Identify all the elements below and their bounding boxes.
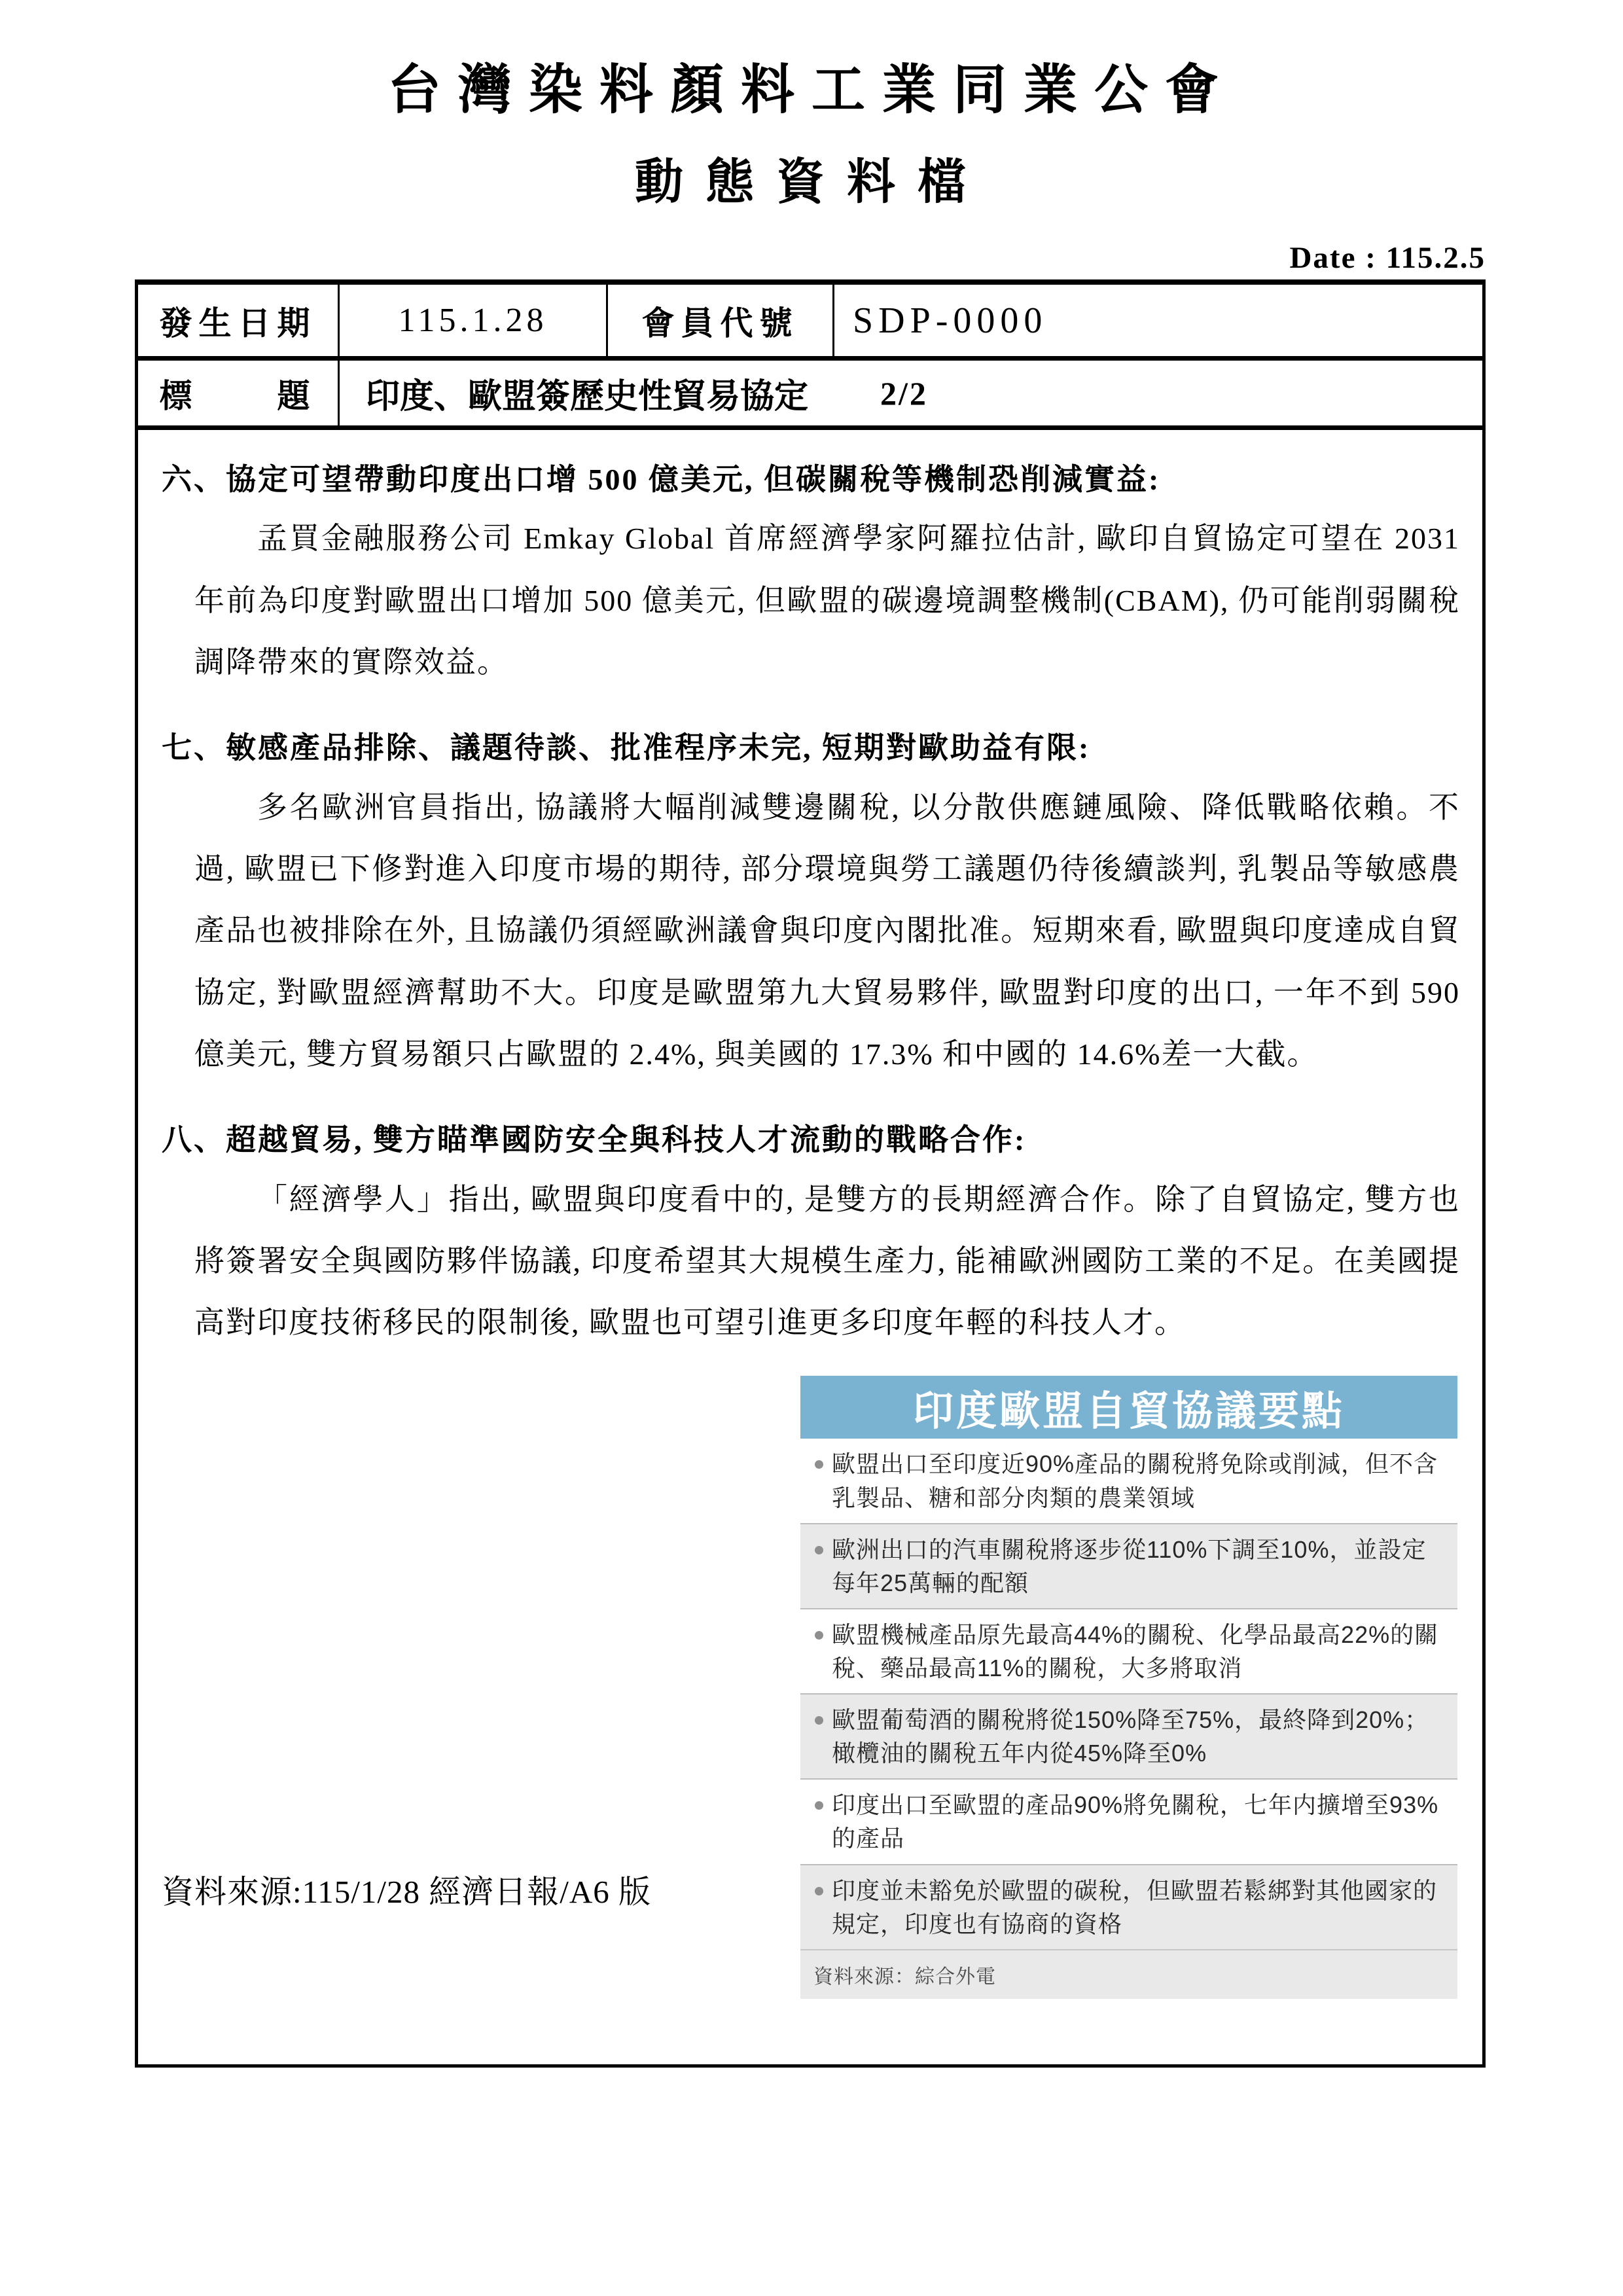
section-6: [162, 451, 1463, 693]
meta-row-date-member: [138, 285, 1482, 361]
infographic-item-text: 印度出口至歐盟的產品90%將免關稅，七年内擴增至93%的產品: [832, 1791, 1439, 1852]
page-indicator: 2/2: [880, 374, 928, 412]
document-header: [0, 0, 1623, 213]
bullet-dot-icon: [815, 1716, 823, 1725]
infographic-row: [800, 1864, 1457, 1949]
section-6-body: 孟買金融服務公司 Emkay Global 首席經濟學家阿羅拉估計, 歐印自貿協定可望在 2031 年前為印度對歐盟出口增加 500 億美元, 但歐盟的碳邊境調整機制(CBAM), 仍可能削弱關稅調降帶來的實際效益。: [194, 522, 1460, 679]
infographic-source: 資料來源：綜合外電: [800, 1949, 1457, 1999]
infographic-row: [800, 1608, 1457, 1693]
section-8-heading: 八、超越貿易, 雙方瞄準國防安全與科技人才流動的戰略合作:: [162, 1123, 1027, 1157]
infographic-row: [800, 1523, 1457, 1608]
subject-cell: [340, 361, 1482, 425]
infographic-item-text: 歐盟機械產品原先最高44%的關稅、化學品最高22%的關稅、藥品最高11%的關稅，大多將取消: [832, 1621, 1439, 1681]
bullet-dot-icon: [815, 1460, 823, 1469]
document-type-title: 動態資料檔: [635, 156, 988, 209]
member-code-value: SDP-0000: [853, 300, 1048, 341]
organization-title: 台灣染料顏料工業同業公會: [387, 60, 1236, 120]
document-body: [138, 430, 1482, 2064]
infographic-item-text: 歐盟葡萄酒的關稅將從150%降至75%，最終降到20%；橄欖油的關稅五年内從45%降至0%: [832, 1706, 1429, 1767]
date-label: Date : 115.2.5: [1289, 241, 1486, 275]
infographic-item-text: 印度並未豁免於歐盟的碳稅，但歐盟若鬆綁對其他國家的規定，印度也有協商的資格: [832, 1876, 1438, 1937]
infographic-item-text: 歐盟出口至印度近90%產品的關稅將免除或削減，但不含乳製品、糖和部分肉類的農業領域: [832, 1450, 1438, 1511]
infographic-row: [800, 1439, 1457, 1522]
bullet-dot-icon: [815, 1631, 823, 1640]
infographic-item-text: 歐洲出口的汽車關稅將逐步從110%下調至10%，並設定每年25萬輛的配額: [832, 1535, 1427, 1596]
member-code-label: 會員代號: [608, 285, 834, 356]
meta-table: [135, 279, 1486, 2068]
bullet-dot-icon: [815, 1801, 823, 1810]
subject-value: 印度、歐盟簽歷史性貿易協定: [366, 378, 809, 416]
section-8-body: 「經濟學人」指出, 歐盟與印度看中的, 是雙方的長期經濟合作。除了自貿協定, 雙方也將簽署安全與國防夥伴協議, 印度希望其大規模生產力, 能補歐洲國防工業的不足。在美國提高對印度技術移民的限制後, 歐盟也可望引進更多印度年輕的科技人才。: [194, 1182, 1461, 1340]
infographic-row: [800, 1693, 1457, 1778]
section-8: [162, 1111, 1463, 1354]
news-source-line: 資料來源:115/1/28 經濟日報/A6 版: [162, 1873, 652, 1910]
infographic-fta-key-points: [800, 1376, 1457, 1998]
section-7-body: 多名歐洲官員指出, 協議將大幅削減雙邊關稅, 以分散供應鏈風險、降低戰略依賴。不過, 歐盟已下修對進入印度市場的期待, 部分環境與勞工議題仍待後續談判, 乳製品等敏感農產品也被排除在外, 且協議仍須經歐洲議會與印度內閣批准。短期來看, 歐盟與印度達成自貿協定, 對歐盟經濟幫助不大。印度是歐盟第九大貿易夥伴, 歐盟對印度的出口, 一年不到 590 億美元, 雙方貿易額只占歐盟的 2.4%, 與美國的 17.3% 和中國的 14.6%差一大截。: [194, 790, 1460, 1071]
section-7-heading: 七、敏感產品排除、議題待談、批准程序未完, 短期對歐助益有限:: [162, 731, 1091, 765]
infographic-title: 印度歐盟自貿協議要點: [800, 1376, 1457, 1439]
occur-date-label: 發生日期: [138, 285, 340, 356]
bullet-dot-icon: [815, 1546, 823, 1554]
infographic-row: [800, 1778, 1457, 1863]
subject-label: 標 題: [138, 361, 340, 425]
occur-date-value: 115.1.28: [340, 285, 608, 356]
bottom-area: [162, 1376, 1463, 1998]
section-6-heading: 六、協定可望帶動印度出口增 500 億美元, 但碳關稅等機制恐削減實益:: [162, 463, 1161, 496]
section-7: [162, 719, 1463, 1085]
meta-row-subject: [138, 361, 1482, 430]
bullet-dot-icon: [815, 1887, 823, 1895]
